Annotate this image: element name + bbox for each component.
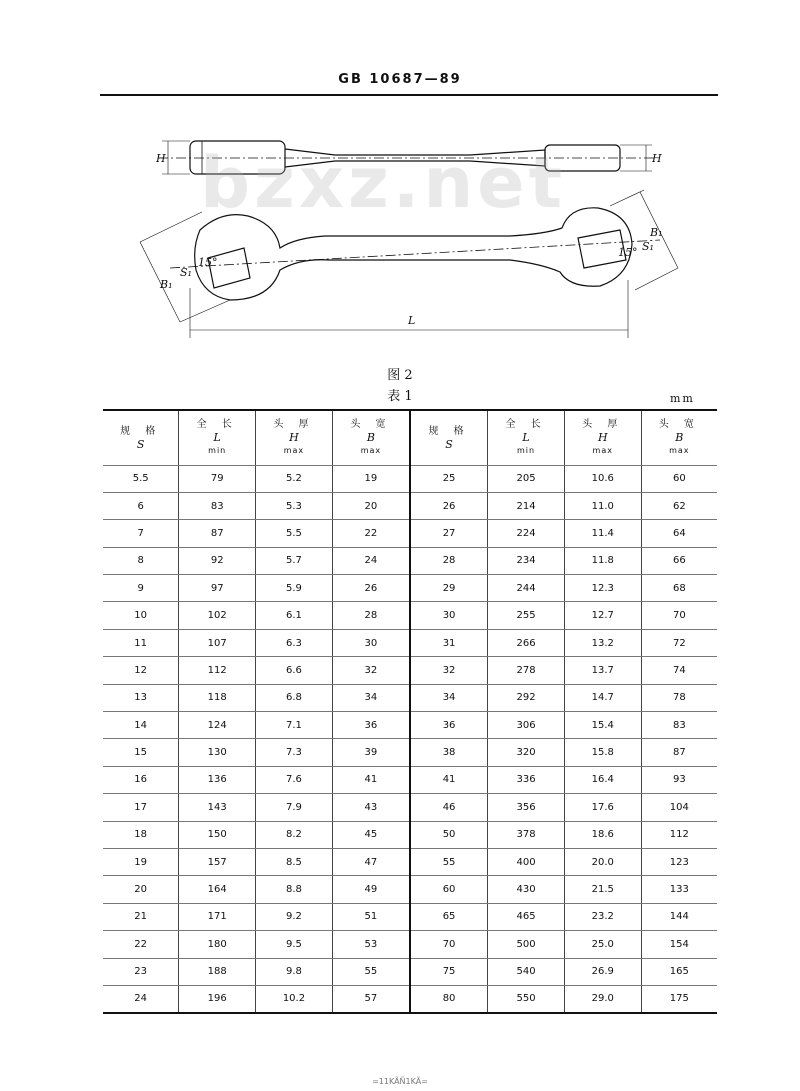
table-cell: 6.8 bbox=[256, 684, 333, 711]
table-cell: 18.6 bbox=[564, 821, 641, 848]
table-cell: 7 bbox=[103, 520, 179, 547]
table-row bbox=[103, 931, 717, 958]
table-cell: 180 bbox=[179, 931, 256, 958]
table-cell: 10.2 bbox=[256, 985, 333, 1012]
table-cell: 6.3 bbox=[256, 629, 333, 656]
table-cell: 10 bbox=[103, 602, 179, 629]
table-cell: 430 bbox=[488, 876, 565, 903]
table-cell: 47 bbox=[332, 848, 410, 875]
table-cell: 12.3 bbox=[564, 575, 641, 602]
table-cell: 6 bbox=[103, 492, 179, 519]
header-rule bbox=[100, 94, 718, 96]
table-cell: 25 bbox=[410, 465, 488, 492]
dim-s1-right: S₁ bbox=[642, 240, 654, 253]
table-cell: 74 bbox=[641, 657, 717, 684]
table-cell: 15 bbox=[103, 739, 179, 766]
table-cell: 224 bbox=[488, 520, 565, 547]
table-cell: 11.0 bbox=[564, 492, 641, 519]
table-cell: 97 bbox=[179, 575, 256, 602]
header-length-2: 全 长 L min bbox=[488, 410, 565, 465]
table-cell: 14 bbox=[103, 712, 179, 739]
dim-angle-left: 15° bbox=[198, 256, 218, 269]
table-cell: 24 bbox=[332, 547, 410, 574]
header-thickness-2: 头 厚 H max bbox=[564, 410, 641, 465]
table-cell: 356 bbox=[488, 794, 565, 821]
table-cell: 17.6 bbox=[564, 794, 641, 821]
table-cell: 292 bbox=[488, 684, 565, 711]
table-cell: 14.7 bbox=[564, 684, 641, 711]
table-cell: 306 bbox=[488, 712, 565, 739]
table-cell: 46 bbox=[410, 794, 488, 821]
table-cell: 29.0 bbox=[564, 985, 641, 1012]
table-cell: 64 bbox=[641, 520, 717, 547]
dim-h-right: H bbox=[652, 152, 662, 165]
table-cell: 164 bbox=[179, 876, 256, 903]
table-cell: 118 bbox=[179, 684, 256, 711]
table-cell: 70 bbox=[641, 602, 717, 629]
table-cell: 23.2 bbox=[564, 903, 641, 930]
table-row bbox=[103, 602, 717, 629]
table-cell: 465 bbox=[488, 903, 565, 930]
table-cell: 20 bbox=[103, 876, 179, 903]
table-cell: 24 bbox=[103, 985, 179, 1012]
table-cell: 7.9 bbox=[256, 794, 333, 821]
table-cell: 17 bbox=[103, 794, 179, 821]
table-cell: 9.2 bbox=[256, 903, 333, 930]
table-cell: 13.2 bbox=[564, 629, 641, 656]
table-cell: 66 bbox=[641, 547, 717, 574]
table-cell: 32 bbox=[410, 657, 488, 684]
wrench-spec-table bbox=[103, 409, 717, 1014]
table-cell: 25.0 bbox=[564, 931, 641, 958]
table-cell: 39 bbox=[332, 739, 410, 766]
table-cell: 36 bbox=[410, 712, 488, 739]
table-cell: 11 bbox=[103, 629, 179, 656]
table-cell: 5.5 bbox=[256, 520, 333, 547]
table-row bbox=[103, 739, 717, 766]
table-cell: 19 bbox=[332, 465, 410, 492]
table-cell: 500 bbox=[488, 931, 565, 958]
table-cell: 22 bbox=[103, 931, 179, 958]
table-cell: 157 bbox=[179, 848, 256, 875]
table-cell: 15.4 bbox=[564, 712, 641, 739]
table-cell: 124 bbox=[179, 712, 256, 739]
table-row bbox=[103, 903, 717, 930]
table-cell: 87 bbox=[641, 739, 717, 766]
table-cell: 45 bbox=[332, 821, 410, 848]
table-cell: 214 bbox=[488, 492, 565, 519]
table-cell: 540 bbox=[488, 958, 565, 985]
standard-code-header: GB 10687—89 bbox=[338, 72, 462, 87]
table-cell: 43 bbox=[332, 794, 410, 821]
table-cell: 320 bbox=[488, 739, 565, 766]
table-cell: 112 bbox=[641, 821, 717, 848]
table-cell: 400 bbox=[488, 848, 565, 875]
header-width-2: 头 宽 B max bbox=[641, 410, 717, 465]
table-cell: 32 bbox=[332, 657, 410, 684]
table-cell: 6.1 bbox=[256, 602, 333, 629]
figure-caption: 图 2 bbox=[387, 368, 413, 383]
table-row bbox=[103, 520, 717, 547]
watermark: bzxz.net bbox=[200, 142, 567, 224]
table-cell: 72 bbox=[641, 629, 717, 656]
table-cell: 9.8 bbox=[256, 958, 333, 985]
table-cell: 41 bbox=[332, 766, 410, 793]
table-cell: 10.6 bbox=[564, 465, 641, 492]
table-cell: 8.5 bbox=[256, 848, 333, 875]
table-cell: 23 bbox=[103, 958, 179, 985]
table-cell: 51 bbox=[332, 903, 410, 930]
table-cell: 21.5 bbox=[564, 876, 641, 903]
table-cell: 22 bbox=[332, 520, 410, 547]
table-cell: 75 bbox=[410, 958, 488, 985]
table-cell: 11.4 bbox=[564, 520, 641, 547]
dim-angle-right: 15° bbox=[618, 246, 638, 259]
table-cell: 12 bbox=[103, 657, 179, 684]
table-cell: 150 bbox=[179, 821, 256, 848]
table-row bbox=[103, 465, 717, 492]
table-cell: 31 bbox=[410, 629, 488, 656]
table-cell: 5.2 bbox=[256, 465, 333, 492]
table-row bbox=[103, 821, 717, 848]
dim-l: L bbox=[408, 314, 416, 327]
table-cell: 144 bbox=[641, 903, 717, 930]
table-header-row bbox=[103, 410, 717, 465]
table-cell: 12.7 bbox=[564, 602, 641, 629]
table-cell: 112 bbox=[179, 657, 256, 684]
table-cell: 28 bbox=[332, 602, 410, 629]
table-cell: 30 bbox=[332, 629, 410, 656]
table-cell: 107 bbox=[179, 629, 256, 656]
table-cell: 133 bbox=[641, 876, 717, 903]
table-cell: 53 bbox=[332, 931, 410, 958]
table-row bbox=[103, 794, 717, 821]
table-cell: 20.0 bbox=[564, 848, 641, 875]
table-cell: 29 bbox=[410, 575, 488, 602]
table-cell: 26 bbox=[332, 575, 410, 602]
table-row bbox=[103, 629, 717, 656]
table-cell: 188 bbox=[179, 958, 256, 985]
page-footer: =11KÃÑ1KÃ= bbox=[372, 1077, 428, 1086]
table-row bbox=[103, 492, 717, 519]
dim-h-left: H bbox=[156, 152, 166, 165]
header-length: 全 长 L min bbox=[179, 410, 256, 465]
table-row bbox=[103, 848, 717, 875]
table-cell: 16.4 bbox=[564, 766, 641, 793]
table-cell: 7.6 bbox=[256, 766, 333, 793]
table-cell: 6.6 bbox=[256, 657, 333, 684]
table-cell: 5.3 bbox=[256, 492, 333, 519]
table-cell: 9 bbox=[103, 575, 179, 602]
table-row bbox=[103, 684, 717, 711]
table-cell: 336 bbox=[488, 766, 565, 793]
header-spec-2: 规 格 S bbox=[410, 410, 488, 465]
table-cell: 26.9 bbox=[564, 958, 641, 985]
table-cell: 234 bbox=[488, 547, 565, 574]
table-cell: 70 bbox=[410, 931, 488, 958]
table-cell: 5.5 bbox=[103, 465, 179, 492]
table-cell: 26 bbox=[410, 492, 488, 519]
unit-label: mm bbox=[670, 392, 695, 405]
header-spec: 规 格 S bbox=[103, 410, 179, 465]
table-cell: 5.9 bbox=[256, 575, 333, 602]
table-cell: 102 bbox=[179, 602, 256, 629]
table-cell: 79 bbox=[179, 465, 256, 492]
table-cell: 255 bbox=[488, 602, 565, 629]
table-cell: 57 bbox=[332, 985, 410, 1012]
table-cell: 34 bbox=[332, 684, 410, 711]
table-cell: 36 bbox=[332, 712, 410, 739]
table-cell: 93 bbox=[641, 766, 717, 793]
table-cell: 30 bbox=[410, 602, 488, 629]
table-row bbox=[103, 657, 717, 684]
table-cell: 8 bbox=[103, 547, 179, 574]
table-cell: 13.7 bbox=[564, 657, 641, 684]
table-cell: 11.8 bbox=[564, 547, 641, 574]
table-cell: 278 bbox=[488, 657, 565, 684]
table-cell: 8.8 bbox=[256, 876, 333, 903]
table-cell: 27 bbox=[410, 520, 488, 547]
table-row bbox=[103, 712, 717, 739]
table-cell: 196 bbox=[179, 985, 256, 1012]
table-cell: 154 bbox=[641, 931, 717, 958]
table-row bbox=[103, 766, 717, 793]
table-cell: 378 bbox=[488, 821, 565, 848]
dim-b1-left: B₁ bbox=[160, 278, 173, 291]
table-cell: 87 bbox=[179, 520, 256, 547]
table-row bbox=[103, 958, 717, 985]
table-cell: 7.1 bbox=[256, 712, 333, 739]
table-cell: 65 bbox=[410, 903, 488, 930]
table-cell: 143 bbox=[179, 794, 256, 821]
table-row bbox=[103, 985, 717, 1012]
table-cell: 19 bbox=[103, 848, 179, 875]
header-thickness: 头 厚 H max bbox=[256, 410, 333, 465]
table-cell: 16 bbox=[103, 766, 179, 793]
table-cell: 78 bbox=[641, 684, 717, 711]
header-width: 头 宽 B max bbox=[332, 410, 410, 465]
table-cell: 8.2 bbox=[256, 821, 333, 848]
table-cell: 92 bbox=[179, 547, 256, 574]
table-cell: 5.7 bbox=[256, 547, 333, 574]
table-row bbox=[103, 575, 717, 602]
table-cell: 123 bbox=[641, 848, 717, 875]
table-cell: 55 bbox=[332, 958, 410, 985]
table-cell: 136 bbox=[179, 766, 256, 793]
table-cell: 55 bbox=[410, 848, 488, 875]
table-row bbox=[103, 876, 717, 903]
table-cell: 205 bbox=[488, 465, 565, 492]
table-cell: 20 bbox=[332, 492, 410, 519]
table-cell: 171 bbox=[179, 903, 256, 930]
table-cell: 130 bbox=[179, 739, 256, 766]
table-cell: 68 bbox=[641, 575, 717, 602]
table-cell: 60 bbox=[410, 876, 488, 903]
table-cell: 50 bbox=[410, 821, 488, 848]
table-cell: 244 bbox=[488, 575, 565, 602]
table-caption: 表 1 bbox=[387, 389, 413, 404]
table-cell: 266 bbox=[488, 629, 565, 656]
table-cell: 21 bbox=[103, 903, 179, 930]
table-row bbox=[103, 547, 717, 574]
table-cell: 550 bbox=[488, 985, 565, 1012]
table-cell: 34 bbox=[410, 684, 488, 711]
table-cell: 165 bbox=[641, 958, 717, 985]
table-cell: 18 bbox=[103, 821, 179, 848]
table-cell: 9.5 bbox=[256, 931, 333, 958]
table-cell: 38 bbox=[410, 739, 488, 766]
table-cell: 60 bbox=[641, 465, 717, 492]
table-cell: 83 bbox=[641, 712, 717, 739]
table-cell: 7.3 bbox=[256, 739, 333, 766]
table-cell: 83 bbox=[179, 492, 256, 519]
table-cell: 80 bbox=[410, 985, 488, 1012]
table-cell: 62 bbox=[641, 492, 717, 519]
dim-s1-left: S₁ bbox=[180, 266, 192, 279]
table-cell: 49 bbox=[332, 876, 410, 903]
table-cell: 104 bbox=[641, 794, 717, 821]
dim-b1-right: B₁ bbox=[650, 226, 663, 239]
table-cell: 175 bbox=[641, 985, 717, 1012]
table-cell: 41 bbox=[410, 766, 488, 793]
table-cell: 13 bbox=[103, 684, 179, 711]
table-cell: 15.8 bbox=[564, 739, 641, 766]
table-cell: 28 bbox=[410, 547, 488, 574]
